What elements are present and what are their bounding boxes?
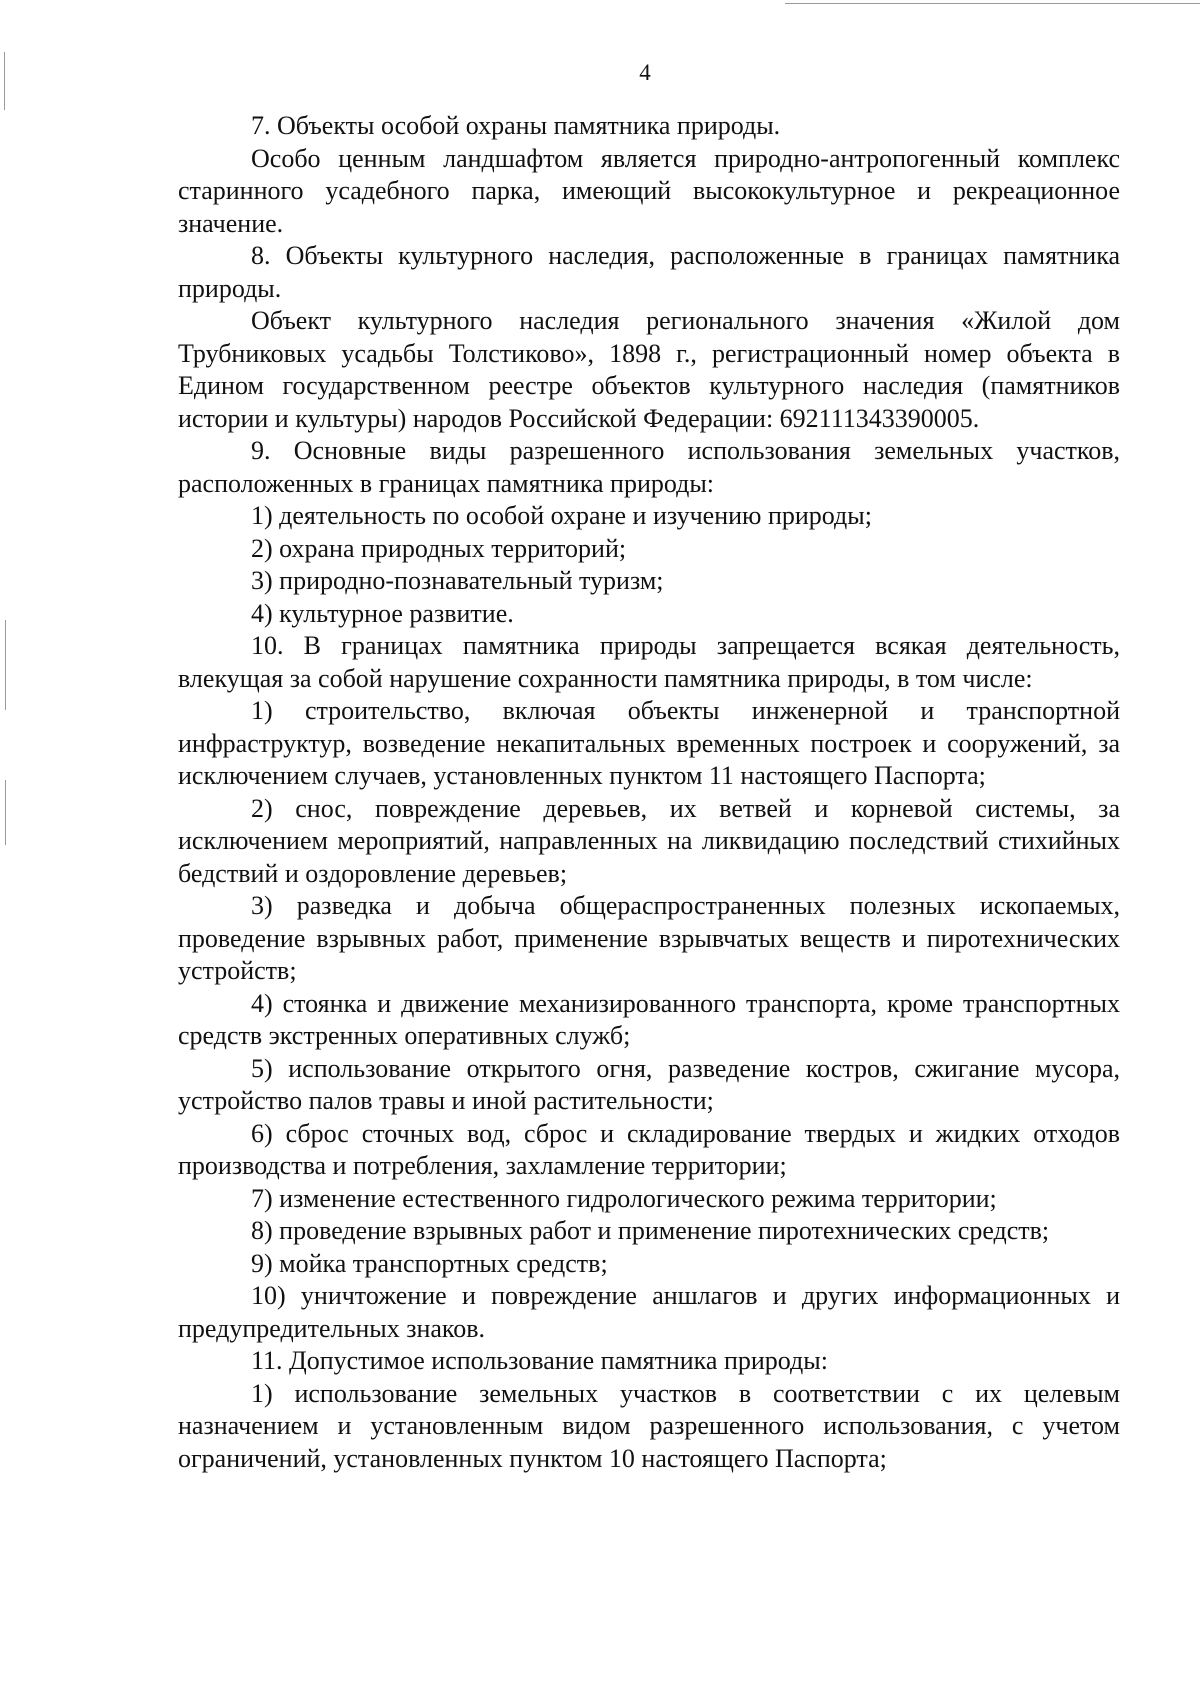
- section-10-item-4: 4) стоянка и движение механизированного транспорта, кроме транспортных средств экстренных оперативных служб;: [178, 988, 1120, 1050]
- section-10-item-6: 6) сброс сточных вод, сброс и складирование твердых и жидких отходов производства и потребления, захламление территории;: [178, 1118, 1120, 1180]
- scan-edge-top: [785, 3, 1200, 4]
- section-8-text: Объект культурного наследия регионального значения «Жилой дом Трубниковых усадьбы Толстиково», 1898 г., регистрационный номер объекта в Едином государственном реестре объектов культурного наследия (памятников истории и культуры) народов Российской Федерации: 692111343390005.: [178, 306, 1120, 433]
- section-10-item-1: 1) строительство, включая объекты инженерной и транспортной инфраструктур, возведение некапитальных временных построек и сооружений, за исключением случаев, установленных пунктом 11 настоящего Паспорта;: [178, 696, 1120, 790]
- page-number: 4: [639, 60, 651, 85]
- section-10-item-8: 8) проведение взрывных работ и применение пиротехнических средств;: [251, 1216, 1050, 1245]
- section-10-item-10: 10) уничтожение и повреждение аншлагов и других информационных и предупредительных знаков.: [178, 1281, 1120, 1343]
- section-10-item-9: 9) мойка транспортных средств;: [251, 1248, 608, 1278]
- section-11-item-1: 1) использование земельных участков в соответствии с их целевым назначением и установленным видом разрешенного использования, с учетом ограничений, установленных пунктом 10 настоящего Паспорта;: [178, 1378, 1120, 1473]
- scan-edge-left-3: [5, 780, 6, 845]
- section-7-text: Особо ценным ландшафтом является природно-антропогенный комплекс старинного усадебного парка, имеющий высококультурное и рекреационное значение.: [178, 143, 1120, 238]
- document-body: [178, 110, 1120, 1475]
- section-9-item-2: 2) охрана природных территорий;: [251, 533, 627, 563]
- section-10-heading: 10. В границах памятника природы запрещается всякая деятельность, влекущая за собой нарушение сохранности памятника природы, в том числе:: [178, 631, 1120, 693]
- section-9-item-4: 4) культурное развитие.: [251, 598, 514, 628]
- section-11-heading: 11. Допустимое использование памятника природы:: [251, 1346, 828, 1375]
- section-9-item-1: 1) деятельность по особой охране и изучению природы;: [251, 501, 872, 530]
- section-9-item-3: 3) природно-познавательный туризм;: [251, 566, 664, 595]
- section-10-item-5: 5) использование открытого огня, разведение костров, сжигание мусора, устройство палов травы и иной растительности;: [178, 1053, 1120, 1115]
- scan-edge-left-2: [5, 620, 6, 710]
- section-10-item-2: 2) снос, повреждение деревьев, их ветвей и корневой системы, за исключением мероприятий, направленных на ликвидацию последствий стихийных бедствий и оздоровление деревьев;: [178, 793, 1120, 888]
- section-9-heading: 9. Основные виды разрешенного использования земельных участков, расположенных в границах памятника природы:: [178, 436, 1120, 498]
- section-7-heading: 7. Объекты особой охраны памятника природы.: [251, 111, 781, 140]
- section-10-item-3: 3) разведка и добыча общераспространенных полезных ископаемых, проведение взрывных работ, применение взрывчатых веществ и пиротехнических устройств;: [178, 891, 1120, 985]
- section-8-heading: 8. Объекты культурного наследия, расположенные в границах памятника природы.: [178, 241, 1120, 303]
- section-10-item-7: 7) изменение естественного гидрологического режима территории;: [251, 1183, 997, 1213]
